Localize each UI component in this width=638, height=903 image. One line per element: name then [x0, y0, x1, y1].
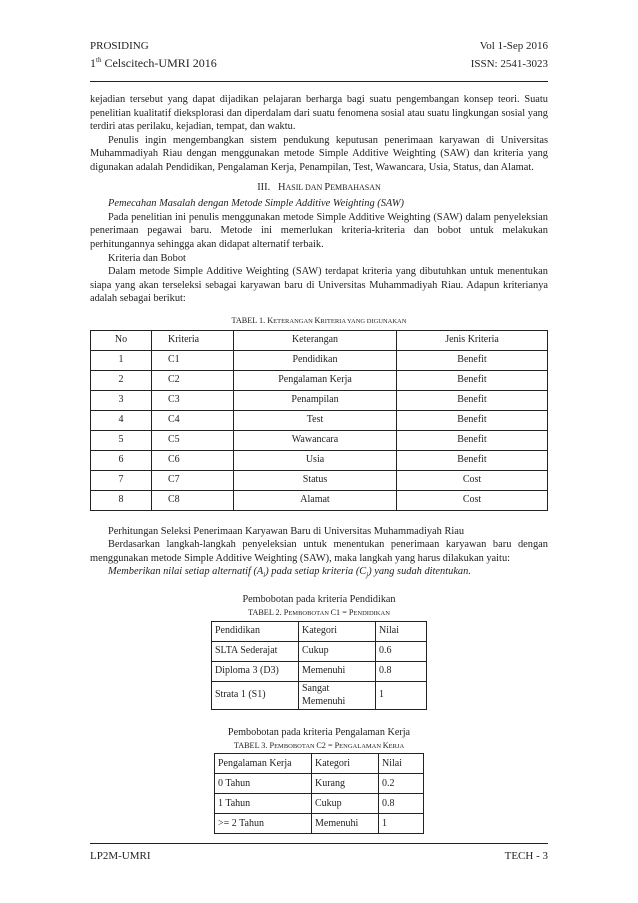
- table-row: [91, 490, 548, 510]
- table-row: [91, 370, 548, 390]
- table-cell: >= 2 Tahun: [215, 814, 312, 834]
- table-header-cell: Kriteria: [152, 330, 234, 350]
- table-cell: Wawancara: [234, 430, 397, 450]
- table-cell: Test: [234, 410, 397, 430]
- table-cell: Benefit: [397, 350, 548, 370]
- table-row: [91, 430, 548, 450]
- table1-caption: TABEL 1. KETERANGAN KRITERIA YANG DIGUNAKAN: [231, 315, 407, 325]
- table-cell: C7: [152, 470, 234, 490]
- table-header-cell: Keterangan: [234, 330, 397, 350]
- table-row: [91, 350, 548, 370]
- table-cell: Benefit: [397, 390, 548, 410]
- table-row: [212, 641, 427, 661]
- table-cell: 1: [379, 814, 424, 834]
- table-cell: C6: [152, 450, 234, 470]
- table-cell: Cukup: [312, 794, 379, 814]
- table-header-row: [91, 330, 548, 350]
- table-cell: 1: [91, 350, 152, 370]
- table-row: [91, 450, 548, 470]
- table-cell: Benefit: [397, 450, 548, 470]
- table-cell: 5: [91, 430, 152, 450]
- table-row: [91, 470, 548, 490]
- table-header-cell: Nilai: [379, 754, 424, 774]
- subheading-perhitungan: Perhitungan Seleksi Penerimaan Karyawan Baru di Universitas Muhammadiyah Riau: [108, 525, 465, 537]
- footer-rule: [90, 843, 548, 844]
- table-cell: Diploma 3 (D3): [212, 661, 299, 681]
- table-cell: Benefit: [397, 370, 548, 390]
- table-cell: Kurang: [312, 774, 379, 794]
- table-cell: C5: [152, 430, 234, 450]
- table2-title: Pembobotan pada kriteria Pendidikan: [242, 593, 396, 605]
- table-header-cell: Nilai: [376, 621, 427, 641]
- table-cell: 0.6: [376, 641, 427, 661]
- table3-title: Pembobotan pada kriteria Pengalaman Kerja: [227, 726, 411, 738]
- header-conference-name: 1th Celscitech-UMRI 2016: [90, 56, 217, 70]
- page-content: [90, 93, 548, 834]
- table-cell: 0.8: [379, 794, 424, 814]
- header-issn: ISSN: 2541-3023: [470, 58, 548, 70]
- table-cell: 2: [91, 370, 152, 390]
- table-cell: Pendidikan: [234, 350, 397, 370]
- table-cell: Usia: [234, 450, 397, 470]
- table-row: [215, 814, 424, 834]
- table-cell: 1 Tahun: [215, 794, 312, 814]
- paragraph-4: Dalam metode Simple Additive Weighting (SAW) terdapat kriteria yang dibutuhkan untuk menentukan siapa yang akan terseleksi sebagai karyawan baru di Universitas Muhammadiyah Riau. Adapun kriterianya adalah sebagai berikut:: [90, 266, 548, 305]
- table-row: [215, 794, 424, 814]
- table-cell: C8: [152, 490, 234, 510]
- table-header-cell: Kategori: [312, 754, 379, 774]
- table-row: [91, 410, 548, 430]
- paragraph-1: kejadian tersebut yang dapat dijadikan pelajaran berharga bagi suatu pengembangan konsep teori. Suatu penelitian kualitatif dieksplorasi dan diperdalam dari suatu fenomena sosial atau suatu lingkungan sosial yang terdiri atas perilaku, kejadian, tempat, dan waktu.: [90, 94, 548, 133]
- table-row: [212, 681, 427, 709]
- table-cell: 0 Tahun: [215, 774, 312, 794]
- table-cell: Cost: [397, 490, 548, 510]
- table-cell: C4: [152, 410, 234, 430]
- header-rule: [90, 81, 548, 82]
- table-cell: 6: [91, 450, 152, 470]
- footer-institution: LP2M-UMRI: [90, 850, 151, 862]
- table-cell: Cukup: [299, 641, 376, 661]
- table-cell: C3: [152, 390, 234, 410]
- table-cell: 0.2: [379, 774, 424, 794]
- paragraph-2: Penulis ingin mengembangkan sistem pendukung keputusan penerimaan karyawan di Universitas Muhammadiyah Riau dengan menggunakan metode Simple Additive Weighting (SAW) dan kriteria yang digunakan adalah Pendidikan, Pengalaman Kerja, Penampilan, Test, Wawancara, Usia, Status, dan Alamat.: [90, 134, 548, 173]
- table-cell: 1: [376, 681, 427, 709]
- header-volume: Vol 1-Sep 2016: [479, 40, 548, 52]
- table-cell: 3: [91, 390, 152, 410]
- table-cell: C2: [152, 370, 234, 390]
- footer-page-number: TECH - 3: [504, 850, 548, 862]
- table-cell: Cost: [397, 470, 548, 490]
- table-header-cell: Pengalaman Kerja: [215, 754, 312, 774]
- paragraph-5: Berdasarkan langkah-langkah penyeleksian untuk menentukan penerimaan karyawan baru dengan menggunakan metode Simple Additive Weighting (SAW), maka langkah yang harus dilakukan yaitu:: [90, 539, 548, 564]
- table-cell: Memenuhi: [299, 661, 376, 681]
- table-cell: 4: [91, 410, 152, 430]
- table-header-cell: Jenis Kriteria: [397, 330, 548, 350]
- section-heading: III. HASIL DAN PEMBAHASAN: [257, 181, 381, 193]
- table-cell: Sangat Memenuhi: [299, 681, 376, 709]
- table-cell: C1: [152, 350, 234, 370]
- experience-weight-table: [214, 753, 424, 834]
- table-cell: SLTA Sederajat: [212, 641, 299, 661]
- table-row: [91, 390, 548, 410]
- table-header-cell: No: [91, 330, 152, 350]
- table-cell: Benefit: [397, 410, 548, 430]
- table-header-row: [212, 621, 427, 641]
- table-row: [215, 774, 424, 794]
- table-cell: Memenuhi: [312, 814, 379, 834]
- table-cell: 0.8: [376, 661, 427, 681]
- table-cell: Benefit: [397, 430, 548, 450]
- table-cell: 8: [91, 490, 152, 510]
- table-row: [212, 661, 427, 681]
- table-header-row: [215, 754, 424, 774]
- table-header-cell: Pendidikan: [212, 621, 299, 641]
- table-cell: Alamat: [234, 490, 397, 510]
- table-cell: Strata 1 (S1): [212, 681, 299, 709]
- table2-caption: TABEL 2. PEMBOBOTAN C1 = PENDIDIKAN: [248, 607, 390, 617]
- header-proceedings-label: PROSIDING: [90, 40, 149, 52]
- paragraph-3: Pada penelitian ini penulis menggunakan metode Simple Additive Weighting (SAW) dalam penyeleksian penerimaan pegawai baru. Metode ini memerlukan kriteria-kriteria dan bobot untuk melakukan perhitungannya sehingga akan didapat alternatif terbaik.: [90, 211, 548, 250]
- education-weight-table: [211, 621, 427, 710]
- paragraph-6: Memberikan nilai setiap alternatif $(A_i)$ pada setiap kriteria $(C_j)$ yang sudah ditentukan.: [108, 566, 471, 580]
- table-cell: 7: [91, 470, 152, 490]
- table3-caption: TABEL 3. PEMBOBOTAN C2 = PENGALAMAN KERJA: [233, 740, 405, 750]
- table-cell: Pengalaman Kerja: [234, 370, 397, 390]
- subheading-saw: Pemecahan Masalah dengan Metode Simple Additive Weighting (SAW): [108, 198, 404, 210]
- table-cell: Penampilan: [234, 390, 397, 410]
- table-header-cell: Kategori: [299, 621, 376, 641]
- criteria-table: [90, 330, 548, 511]
- subheading-kriteria: Kriteria dan Bobot: [108, 252, 186, 264]
- table-cell: Status: [234, 470, 397, 490]
